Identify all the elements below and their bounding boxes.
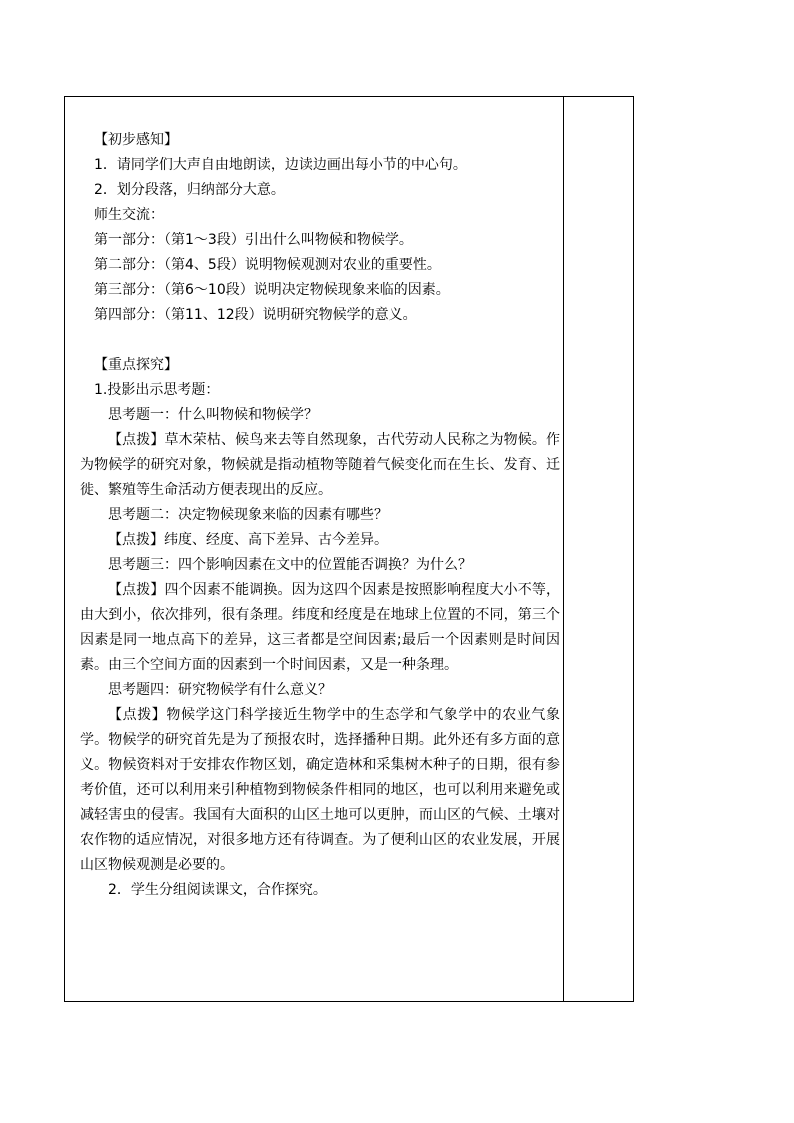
- answer-3: 【点拨】四个因素不能调换。因为这四个因素是按照影响程度大小不等，由大到小，依次排列，很有条理。纬度和经度是在地球上位置的不同，第三个因素是同一地点高下的差异，这三者都是空间因素;最后一个因素则是时间因素。由三个空间方面的因素到一个时间因素，又是一种条理。: [80, 582, 560, 673]
- projection-intro: 1.投影出示思考题：: [94, 382, 220, 398]
- teacher-student-exchange-label: 师生交流：: [94, 207, 164, 223]
- group-reading-step: 2．学生分组阅读课文，合作探究。: [108, 882, 327, 898]
- section-title-key-exploration: 【重点探究】: [94, 357, 178, 373]
- answer-1: 【点拨】草木荣枯、候鸟来去等自然现象，古代劳动人民称之为物候。作为物候学的研究对象，物候就是指动植物等随着气候变化而在生长、发育、迁徙、繁殖等生命活动方便表现出的反应。: [80, 432, 560, 498]
- part-summary-3: 第三部分：（第6～10段）说明决定物候现象来临的因素。: [94, 282, 450, 298]
- question-2: 思考题二：决定物候现象来临的因素有哪些？: [108, 507, 388, 523]
- section-title-initial-perception: 【初步感知】: [94, 132, 178, 148]
- question-4: 思考题四：研究物候学有什么意义？: [108, 682, 332, 698]
- lesson-content: [80, 128, 560, 903]
- spacer: [80, 328, 560, 353]
- part-summary-4: 第四部分：（第11、12段）说明研究物候学的意义。: [94, 307, 417, 323]
- part-summary-1: 第一部分：（第1～3段）引出什么叫物候和物候学。: [94, 232, 413, 248]
- question-1: 思考题一：什么叫物候和物候学？: [108, 407, 318, 423]
- part-summary-2: 第二部分：（第4、5段）说明物候观测对农业的重要性。: [94, 257, 441, 273]
- answer-2: 【点拨】纬度、经度、高下差异、古今差异。: [108, 532, 388, 548]
- answer-4: 【点拨】物候学这门科学接近生物学中的生态学和气象学中的农业气象学。物候学的研究首先是为了预报农时，选择播种日期。此外还有多方面的意义。物候资料对于安排农作物区划，确定造林和采集树木种子的日期，很有参考价值，还可以利用来引种植物到物候条件相同的地区，也可以利用来避免或减轻害虫的侵害。我国有大面积的山区土地可以更肿，而山区的气候、土壤对农作物的适应情况，对很多地方还有待调查。为了便利山区的农业发展，开展山区物候观测是必要的。: [80, 707, 560, 873]
- task-item-2: 2．划分段落，归纳部分大意。: [94, 182, 285, 198]
- task-item-1: 1．请同学们大声自由地朗读，边读边画出每小节的中心句。: [94, 157, 467, 173]
- table-column-divider: [563, 96, 564, 1002]
- question-3: 思考题三：四个影响因素在文中的位置能否调换？为什么？: [108, 557, 472, 573]
